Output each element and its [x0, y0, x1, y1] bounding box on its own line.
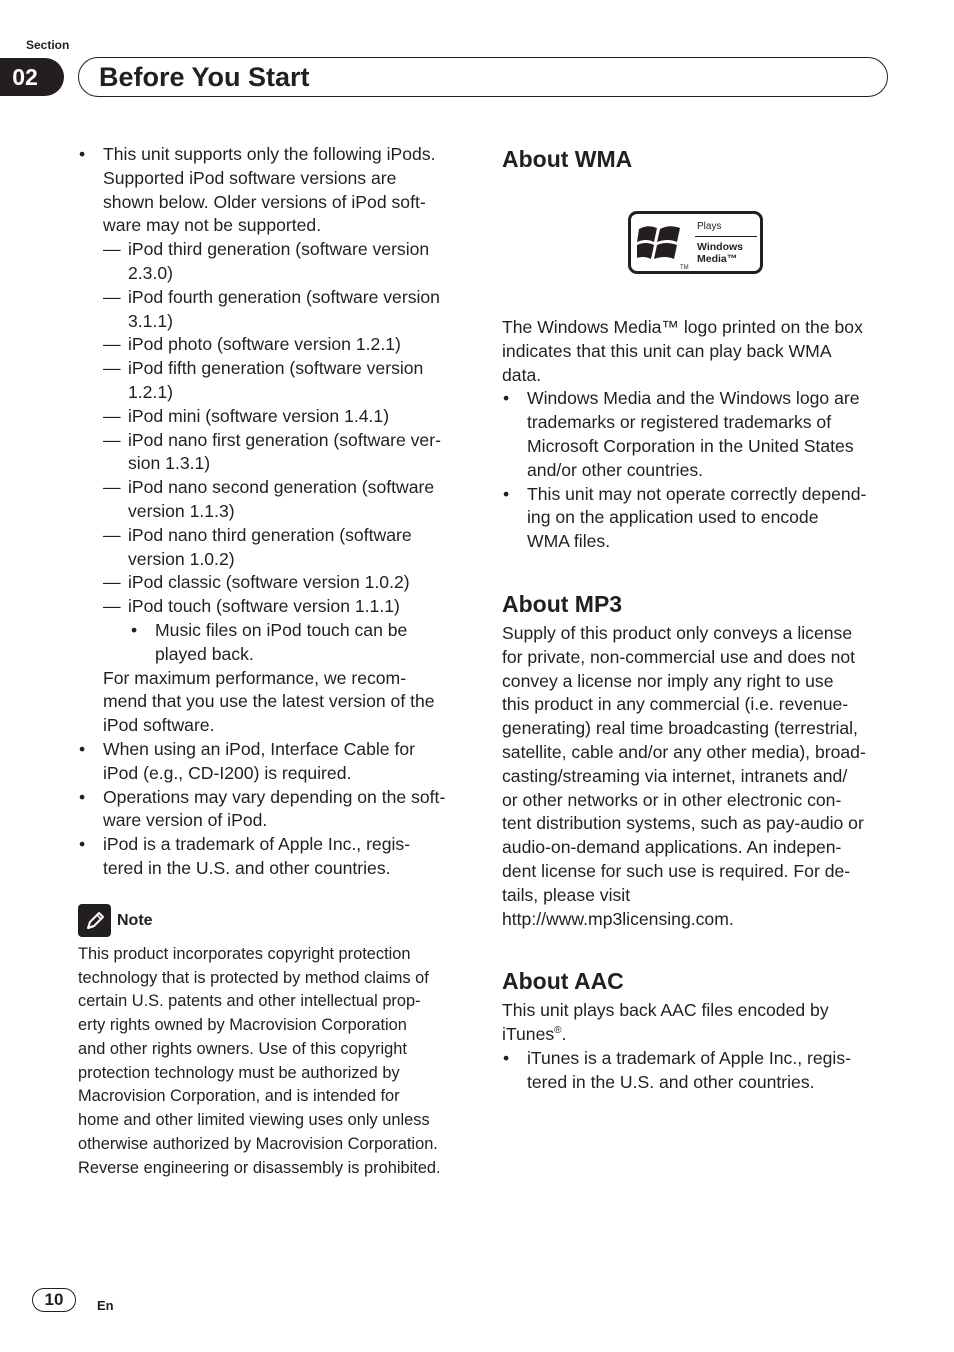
ipod-list-item: — iPod touch (software version 1.1.1)	[103, 596, 400, 617]
right-column	[502, 143, 892, 1095]
about-mp3-heading: About MP3	[502, 590, 623, 617]
ipod-touch-sub-bullet: • Music files on iPod touch can be played back.	[78, 619, 468, 667]
wma-encoding-bullet: • This unit may not operate correctly depend- ing on the application used to encode WMA files.	[502, 483, 892, 554]
ipod-list-item: — iPod nano first generation (software ver- sion 1.3.1)	[103, 429, 441, 474]
interface-cable-bullet: • When using an iPod, Interface Cable for iPod (e.g., CD-I200) is required.	[78, 738, 468, 786]
itunes-trademark-bullet: • iTunes is a trademark of Apple Inc., regis- tered in the U.S. and other countries.	[502, 1047, 892, 1095]
mp3-license-paragraph: Supply of this product only conveys a license for private, non-commercial use and does not convey a license nor imply any right to use this product in any commercial (i.e. revenue- generating) real time broadcasting (terrestrial, satellite, cable and/or any other media), broad- casting/streaming via internet, intranets and/ or other networks or in other electronic con- tent distribution systems, such as pay-audio or audio-on-demand applications. An indepen- dent license for such use is required. For de- tails, please visit http://www.mp3licensing.com.	[502, 622, 892, 931]
about-wma-heading: About WMA	[502, 146, 633, 172]
note-title: Note	[117, 911, 153, 929]
wma-trademark-bullet: • Windows Media and the Windows logo are trademarks or registered trademarks of Microsoft Corporation in the United States and/or other countries.	[502, 387, 892, 482]
ipod-list-item: — iPod third generation (software version 2.3.0)	[103, 239, 430, 283]
section-title-bar	[78, 57, 888, 97]
logo-plays: Plays	[697, 221, 722, 232]
ipod-list-item: — iPod photo (software version 1.2.1)	[103, 334, 401, 355]
ipod-trademark-bullet: • iPod is a trademark of Apple Inc., regis- tered in the U.S. and other countries.	[78, 833, 468, 881]
supported-ipods-bullet: • This unit supports only the following iPods. Supported iPod software versions are shown below. Older versions of iPod soft- ware may not be supported.	[78, 143, 468, 238]
page-title: Before You Start	[99, 62, 310, 92]
ipod-list-item: — iPod nano third generation (software version 1.0.2)	[103, 524, 412, 569]
logo-area	[502, 173, 892, 316]
about-aac-heading: About AAC	[502, 968, 624, 995]
logo-name: Windows Media™	[697, 241, 743, 265]
left-column	[78, 143, 468, 1181]
ipod-list-item: — iPod mini (software version 1.4.1)	[103, 405, 390, 426]
wma-intro: The Windows Media™ logo printed on the box indicates that this unit can play back WMA data.	[502, 317, 863, 385]
note-header	[78, 905, 468, 937]
windows-flag-icon	[637, 221, 683, 265]
section-label: Section	[26, 38, 70, 52]
performance-paragraph: For maximum performance, we recom- mend that you use the latest version of the iPod software.	[103, 667, 435, 736]
ipod-list-item: — iPod classic (software version 1.0.2)	[103, 572, 410, 593]
page-number: 10	[32, 1288, 76, 1312]
note-body: This product incorporates copyright protection technology that is protected by method claims of certain U.S. patents and other intellectual prop- erty rights owned by Macrovision Corporation and other rights owners. Use of this copyright protection technology must be authorized by Macrovision Corporation, and is intended for home and other limited viewing uses only unless otherwise authorized by Macrovision Corporation. Reverse engineering or disassembly is prohibited.	[78, 944, 441, 1177]
operations-bullet: • Operations may vary depending on the soft- ware version of iPod.	[78, 786, 468, 834]
ipod-list-item: — iPod fourth generation (software version 3.1.1)	[103, 286, 440, 331]
logo-tm: TM	[680, 265, 689, 271]
windows-media-logo	[628, 211, 763, 274]
aac-paragraph: This unit plays back AAC files encoded by iTunes®.	[502, 1000, 829, 1045]
language-code: En	[97, 1298, 114, 1313]
mp3-licensing-url: http://www.mp3licensing.com.	[502, 908, 734, 929]
pencil-icon	[78, 904, 111, 937]
ipod-list-item: — iPod fifth generation (software version 1.2.1)	[103, 358, 424, 402]
section-number-badge: 02	[0, 58, 64, 96]
ipod-list-item: — iPod nano second generation (software version 1.1.3)	[103, 477, 435, 521]
